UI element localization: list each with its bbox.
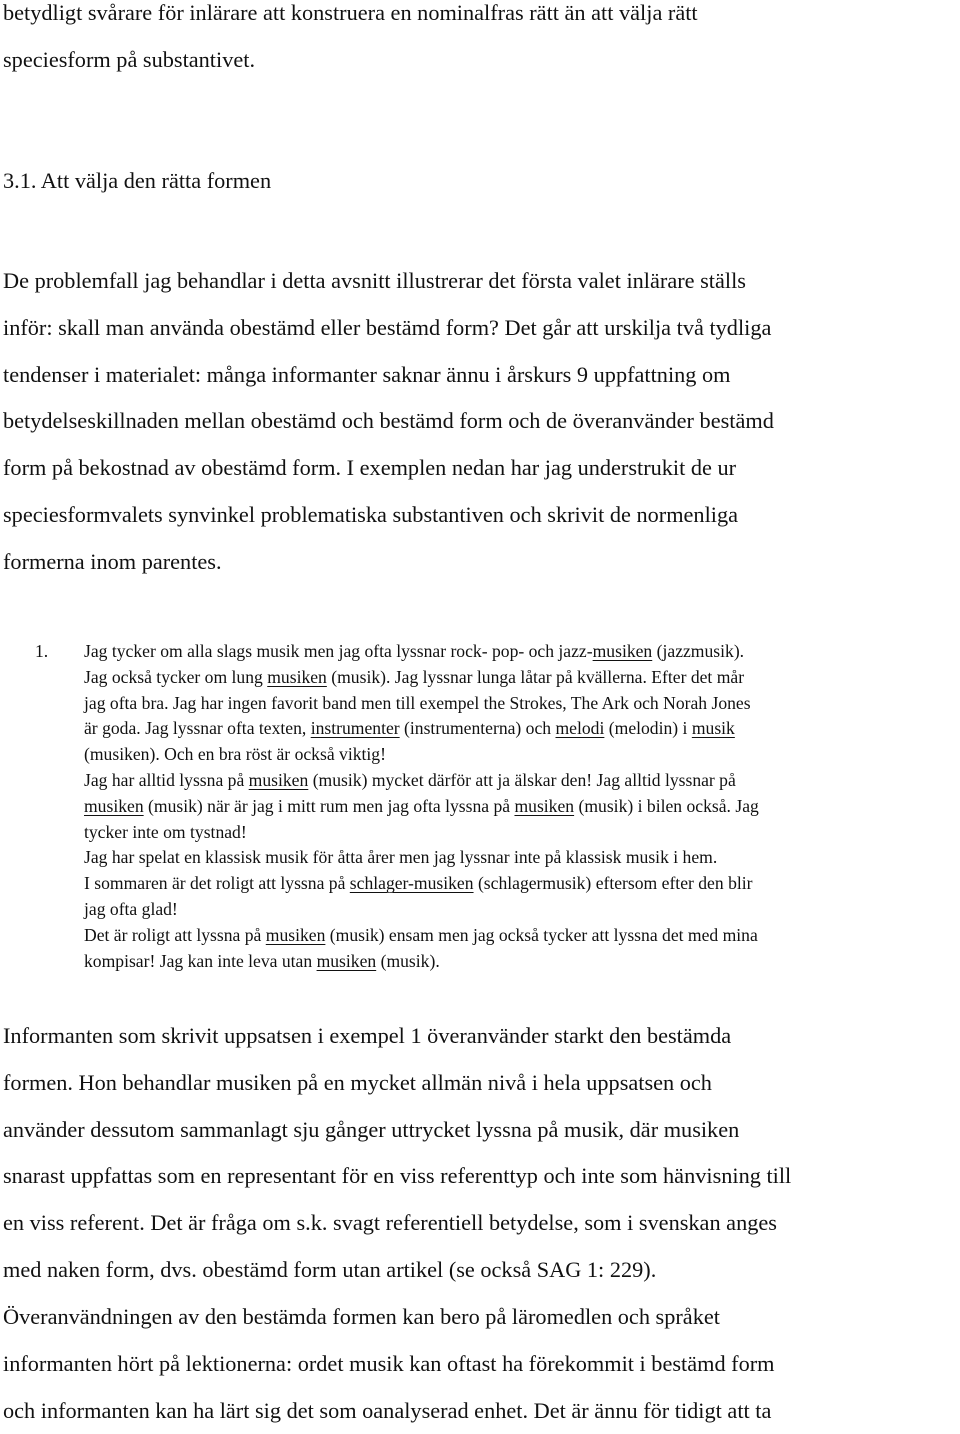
example-1 xyxy=(0,639,960,974)
example-text-run: (jazzmusik). xyxy=(652,641,745,661)
underlined-word: musiken xyxy=(592,641,653,661)
underlined-word: instrumenter xyxy=(310,718,400,739)
example-text-run: Jag tycker om alla slags musik men jag ofta lyssnar rock- pop- och jazz- xyxy=(84,641,593,661)
underlined-word: musiken xyxy=(267,666,327,687)
example-line xyxy=(0,742,960,768)
example-text-run: jag ofta glad! xyxy=(84,898,178,919)
example-text-run: (melodin) i xyxy=(604,718,692,739)
paragraph-1 xyxy=(0,258,960,586)
example-text-run: Jag har spelat en klassisk musik för åtta årer men jag lyssnar inte på klassisk musik i hem. xyxy=(84,847,718,868)
text-line: tendenser i materialet: många informanter saknar ännu i årskurs 9 uppfattning om xyxy=(3,361,731,387)
paragraph-2 xyxy=(0,1013,960,1294)
example-text-run: (schlagermusik) eftersom efter den blir xyxy=(473,873,753,894)
example-line xyxy=(0,897,960,923)
text-line: form på bekostnad av obestämd form. I exemplen nedan har jag understrukit de ur xyxy=(3,455,737,481)
example-text-run: I sommaren är det roligt att lyssna på xyxy=(84,873,350,894)
text-line: Informanten som skrivit uppsatsen i exempel 1 överanvänder starkt den bestämda xyxy=(3,1023,732,1048)
example-line xyxy=(0,845,960,871)
underlined-word: musiken xyxy=(265,924,326,945)
example-text-run: (instrumenterna) och xyxy=(399,718,556,739)
example-line xyxy=(0,871,960,897)
text-line: formerna inom parentes. xyxy=(3,548,222,574)
text-line: och informanten kan ha lärt sig det som oanalyserad enhet. Det är ännu för tidigt att ta xyxy=(3,1397,772,1423)
text-line: med naken form, dvs. obestämd form utan artikel (se också SAG 1: 229). xyxy=(3,1256,657,1282)
example-text-run: jag ofta bra. Jag har ingen favorit band men till exempel the Strokes, The Ark och Norah Jones xyxy=(84,692,751,713)
example-text-run: (musik). Jag lyssnar lunga låtar på kvällerna. Efter det mår xyxy=(326,666,745,687)
text-line: formen. Hon behandlar musiken på en mycket allmän nivå i hela uppsatsen och xyxy=(3,1069,712,1095)
paragraph-3 xyxy=(0,1294,960,1434)
text-line: snarast uppfattas som en representant för en viss referenttyp och inte som hänvisning till xyxy=(3,1163,792,1189)
example-line xyxy=(0,820,960,846)
text-line: informanten hört på lektionerna: ordet musik kan oftast ha förekommit i bestämd form xyxy=(3,1350,775,1376)
text-line: Överanvändningen av den bestämda formen kan bero på läromedlen och språket xyxy=(3,1304,720,1329)
underlined-word: musiken xyxy=(514,795,575,816)
example-line xyxy=(0,768,960,794)
example-text-run: (musik). xyxy=(376,950,440,971)
intro-paragraph xyxy=(0,0,960,84)
example-line xyxy=(0,716,960,742)
text-line: använder dessutom sammanlagt sju gånger uttrycket lyssna på musik, där musiken xyxy=(3,1116,740,1142)
example-line xyxy=(0,923,960,949)
text-line: inför: skall man använda obestämd eller bestämd form? Det går att urskilja två tydliga xyxy=(3,314,772,340)
section-heading: 3.1. Att välja den rätta formen xyxy=(3,168,272,193)
example-line xyxy=(0,639,960,665)
text-line: betydligt svårare för inlärare att konstruera en nominalfras rätt än att välja rätt xyxy=(3,0,698,25)
example-text-run: kompisar! Jag kan inte leva utan xyxy=(84,950,317,971)
underlined-word: musiken xyxy=(84,795,144,816)
underlined-word: melodi xyxy=(555,718,605,739)
example-line xyxy=(0,691,960,717)
text-line: betydelseskillnaden mellan obestämd och bestämd form och de överanvänder bestämd xyxy=(3,408,774,434)
underlined-word: musik xyxy=(691,718,735,739)
underlined-word: musiken xyxy=(248,769,309,790)
example-line xyxy=(0,949,960,975)
underlined-word: schlager-musiken xyxy=(349,873,474,894)
example-line xyxy=(0,794,960,820)
example-text-run: (musik) ensam men jag också tycker att lyssna det med mina xyxy=(325,924,758,945)
example-text-run: är goda. Jag lyssnar ofta texten, xyxy=(84,718,311,739)
example-text-run: Jag har alltid lyssna på xyxy=(84,769,249,790)
underlined-word: musiken xyxy=(316,950,377,971)
text-line: De problemfall jag behandlar i detta avsnitt illustrerar det första valet inlärare ställs xyxy=(3,268,746,293)
example-text-run: tycker inte om tystnad! xyxy=(84,821,247,842)
example-text-run: (musik) i bilen också. Jag xyxy=(574,795,759,816)
text-line: speciesformvalets synvinkel problematiska substantiven och skrivit de normenliga xyxy=(3,501,739,527)
example-text-run: (musik) när är jag i mitt rum men jag ofta lyssna på xyxy=(143,795,515,816)
example-text-run: (musiken). Och en bra röst är också viktig! xyxy=(84,744,386,765)
example-line xyxy=(0,665,960,691)
example-text-run: Det är roligt att lyssna på xyxy=(84,924,266,945)
example-text xyxy=(0,639,960,974)
example-text-run: Jag också tycker om lung xyxy=(84,666,268,687)
example-text-run: (musik) mycket därför att ja älskar den! Jag alltid lyssnar på xyxy=(308,769,736,790)
example-number: 1. xyxy=(35,641,49,661)
text-line: en viss referent. Det är fråga om s.k. svagt referentiell betydelse, som i svenskan anges xyxy=(3,1210,777,1236)
text-line: speciesform på substantivet. xyxy=(3,46,256,72)
